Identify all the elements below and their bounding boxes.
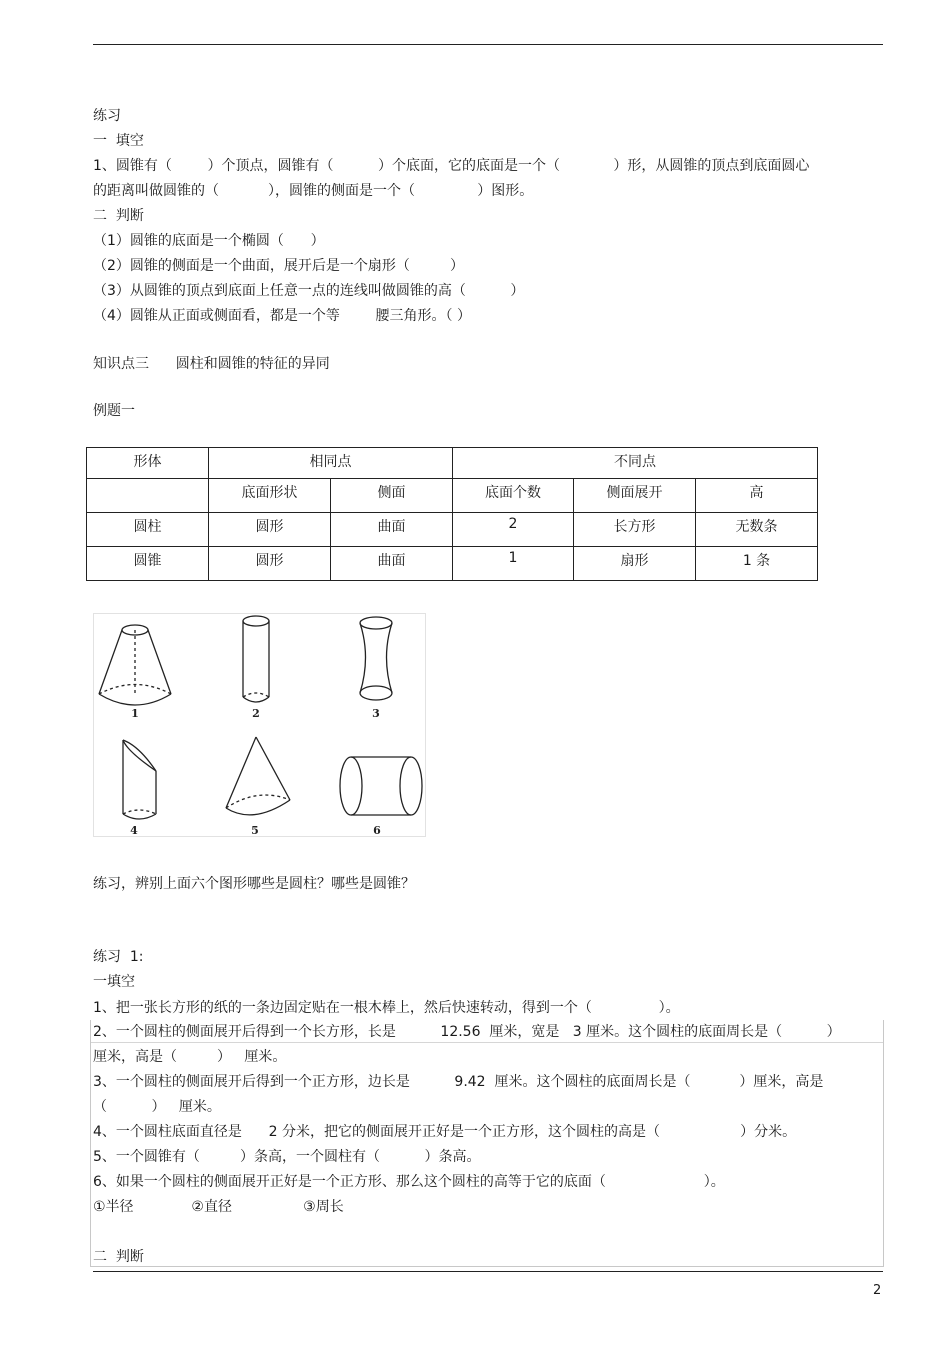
table-cell: 1 条 <box>696 547 818 581</box>
table-cell: 曲面 <box>331 513 453 547</box>
page-number: 2 <box>873 1283 882 1298</box>
table-cell: 无数条 <box>696 513 818 547</box>
exercise-1-options: ①半径 ②直径 ③周长 <box>93 1199 344 1215</box>
section-heading: 练习 <box>93 108 121 124</box>
cone-figure <box>226 737 290 815</box>
solid-figures-image <box>93 613 426 837</box>
figure-label-1: 1 <box>131 707 139 720</box>
exercise-1-question-4: 4、一个圆柱底面直径是 2 分米，把它的侧面展开正好是一个正方形，这个圆柱的高是（ ）分米。 <box>93 1124 797 1140</box>
table-cell: 圆锥 <box>87 547 209 581</box>
table-header-row <box>87 448 818 479</box>
judge-item-1: （1）圆锥的底面是一个椭圆（ ） <box>93 233 325 249</box>
table-cell: 曲面 <box>331 547 453 581</box>
identify-question: 练习，辨别上面六个图形哪些是圆柱？哪些是圆锥？ <box>93 876 415 892</box>
header-different-points: 不同点 <box>453 448 818 479</box>
table-cell: 圆形 <box>209 547 331 581</box>
judge-item-4: （4）圆锥从正面或侧面看，都是一个等 腰三角形。（ ） <box>93 308 471 324</box>
fill-blank-title: 一 填空 <box>93 133 144 149</box>
exercise-1-question-2-line-1: 2、一个圆柱的侧面展开后得到一个长方形，长是 12.56 厘米，宽是 3 厘米。这个圆柱的底面周长是（ ） <box>93 1024 841 1040</box>
table-subheader-row <box>87 479 818 513</box>
fill-question-1-line-1: 1、圆锥有（ ）个顶点，圆锥有（ ）个底面，它的底面是一个（ ）形，从圆锥的顶点到底面圆心 <box>93 158 810 174</box>
table-row <box>87 547 818 581</box>
judge-item-2: （2）圆锥的侧面是一个曲面，展开后是一个扇形（ ） <box>93 258 464 274</box>
subheader-base-shape: 底面形状 <box>209 479 331 513</box>
table-cell: 长方形 <box>574 513 696 547</box>
subheader-lateral-unfold: 侧面展开 <box>574 479 696 513</box>
comparison-table <box>86 447 818 581</box>
exercise-1-question-1: 1、把一张长方形的纸的一条边固定贴在一根木棒上，然后快速转动，得到一个（ ）。 <box>93 1000 680 1016</box>
table-cell: 圆柱 <box>87 513 209 547</box>
table-cell: 1 <box>453 547 574 581</box>
figure-label-6: 6 <box>373 824 381 837</box>
knowledge-point-title: 知识点三 圆柱和圆锥的特征的异同 <box>93 356 330 372</box>
cylinder-figure <box>243 616 269 702</box>
exercise-1-question-3-line-2: （ ） 厘米。 <box>93 1099 221 1115</box>
exercise-1-question-5: 5、一个圆锥有（ ）条高，一个圆柱有（ ）条高。 <box>93 1149 481 1165</box>
top-rule <box>93 44 883 45</box>
header-shape: 形体 <box>87 448 209 479</box>
figure-label-5: 5 <box>251 824 259 837</box>
exercise-1-question-2-line-2: 厘米，高是（ ） 厘米。 <box>93 1049 287 1065</box>
exercise-1-fill-title: 一填空 <box>93 974 135 990</box>
exercise-1-heading: 练习 1: <box>93 949 144 965</box>
header-same-points: 相同点 <box>209 448 453 479</box>
frustum-figure <box>99 625 171 705</box>
hourglass-figure <box>360 617 392 700</box>
fill-question-1-line-2: 的距离叫做圆锥的（ ），圆锥的侧面是一个（ ）图形。 <box>93 183 534 199</box>
table-cell: 扇形 <box>574 547 696 581</box>
table-cell: 圆形 <box>209 513 331 547</box>
exercise-1-question-6: 6、如果一个圆柱的侧面展开正好是一个正方形、那么这个圆柱的高等于它的底面（ ）。 <box>93 1174 725 1190</box>
table-cell: 2 <box>453 513 574 547</box>
bottom-rule <box>93 1271 883 1272</box>
judge-title: 二 判断 <box>93 208 144 224</box>
exercise-1-judge-title: 二 判断 <box>93 1249 144 1265</box>
subheader-base-count: 底面个数 <box>453 479 574 513</box>
horizontal-cylinder-figure <box>340 757 422 815</box>
example-title: 例题一 <box>93 403 135 419</box>
exercise-frame-divider <box>91 1042 883 1043</box>
table-row <box>87 513 818 547</box>
judge-item-3: （3）从圆锥的顶点到底面上任意一点的连线叫做圆锥的高（ ） <box>93 283 525 299</box>
slanted-cylinder-figure <box>123 740 156 819</box>
subheader-height: 高 <box>696 479 818 513</box>
exercise-1-question-3-line-1: 3、一个圆柱的侧面展开后得到一个正方形，边长是 9.42 厘米。这个圆柱的底面周长是（ ）厘米，高是 <box>93 1074 824 1090</box>
figure-label-2: 2 <box>252 707 260 720</box>
subheader-lateral-surface: 侧面 <box>331 479 453 513</box>
header-empty-cell <box>87 479 209 513</box>
figure-label-3: 3 <box>372 707 380 720</box>
figure-label-4: 4 <box>130 824 138 837</box>
